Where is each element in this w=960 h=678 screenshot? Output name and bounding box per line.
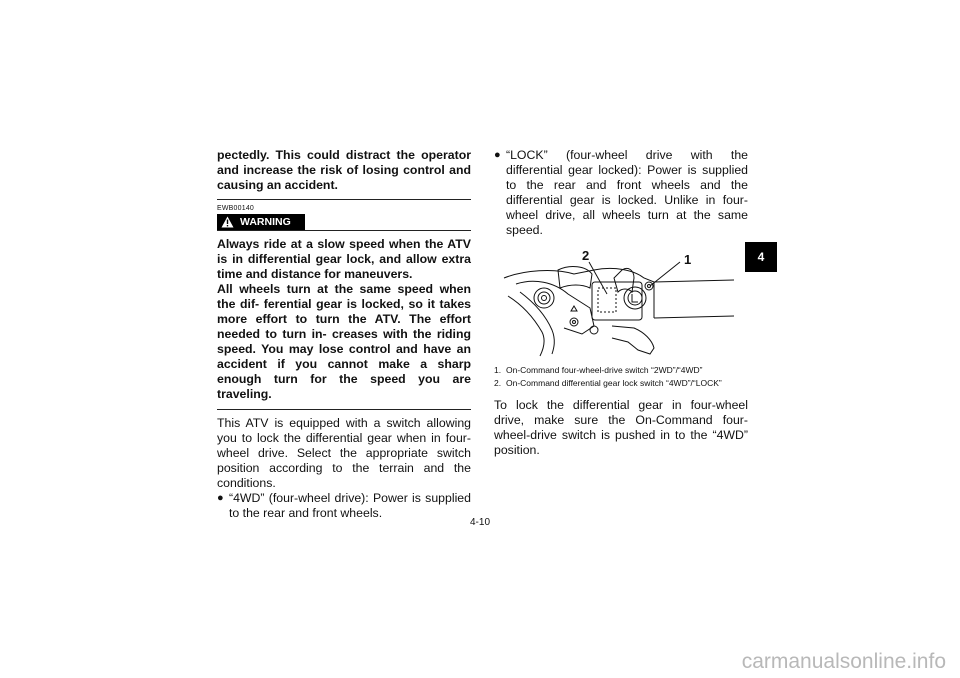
body-paragraph: This ATV is equipped with a switch allowing you to lock the differential gear when in four-wheel drive. Select the appropriate switch position according to the terrain and the conditions. [217,416,471,490]
list-item [217,491,471,521]
warning-badge [217,214,305,230]
list-item [494,148,748,238]
page-number: 4-10 [470,517,491,528]
bullet-icon: ● [494,149,501,161]
caption-item [494,364,748,377]
warning-triangle-icon [221,216,234,228]
body-paragraph: To lock the differential gear in four-wheel drive, make sure the On-Command four-wheel-drive switch is pushed in to the “4WD” position. [494,398,748,457]
bullet-lock-text: “LOCK” (four-wheel drive with the differential gear locked): Power is supplied to the rear and front wheels and the differential gear is locked. Unlike in four-wheel drive, all wheels turn at the same speed. [506,148,748,237]
right-column [494,148,748,458]
warning-code: EWB00140 [217,205,255,212]
bullet-4wd-text: “4WD” (four-wheel drive): Power is supplied to the rear and front wheels. [229,491,471,520]
intro-paragraph: pectedly. This could distract the operator and increase the risk of losing control and causing an accident. [217,148,471,192]
left-column [217,148,471,521]
callout-1: 1 [684,252,692,267]
caption-text: On-Command differential gear lock switch “4WD”/“LOCK” [506,378,722,388]
caption-number: 1. [494,365,502,375]
caption-text: On-Command four-wheel-drive switch “2WD”/“4WD” [506,365,703,375]
callout-2: 2 [582,248,590,263]
switch-figure [494,248,748,358]
divider [217,409,471,410]
figure-captions [494,364,748,390]
bullet-icon: ● [217,492,224,504]
warning-header [217,214,471,231]
caption-number: 2. [494,378,502,388]
warning-rule [217,230,471,231]
footer-watermark: carmanualsonline.info [741,650,946,673]
chapter-tab: 4 [745,242,777,272]
warning-text-1: Always ride at a slow speed when the ATV is in differential gear lock, and allow extra time and distance for maneuvers. [217,237,471,281]
warning-text-2: All wheels turn at the same speed when the dif- ferential gear is locked, so it takes more effort to turn the ATV. The effort needed to turn in- creases with the riding speed. You may lose control and have an accident if you cannot make a sharp enough turn for the speed you are traveling. [217,282,471,401]
warning-label: WARNING [240,215,291,228]
handlebar-switch-illustration [494,248,748,358]
caption-item [494,377,748,390]
divider [217,199,471,200]
